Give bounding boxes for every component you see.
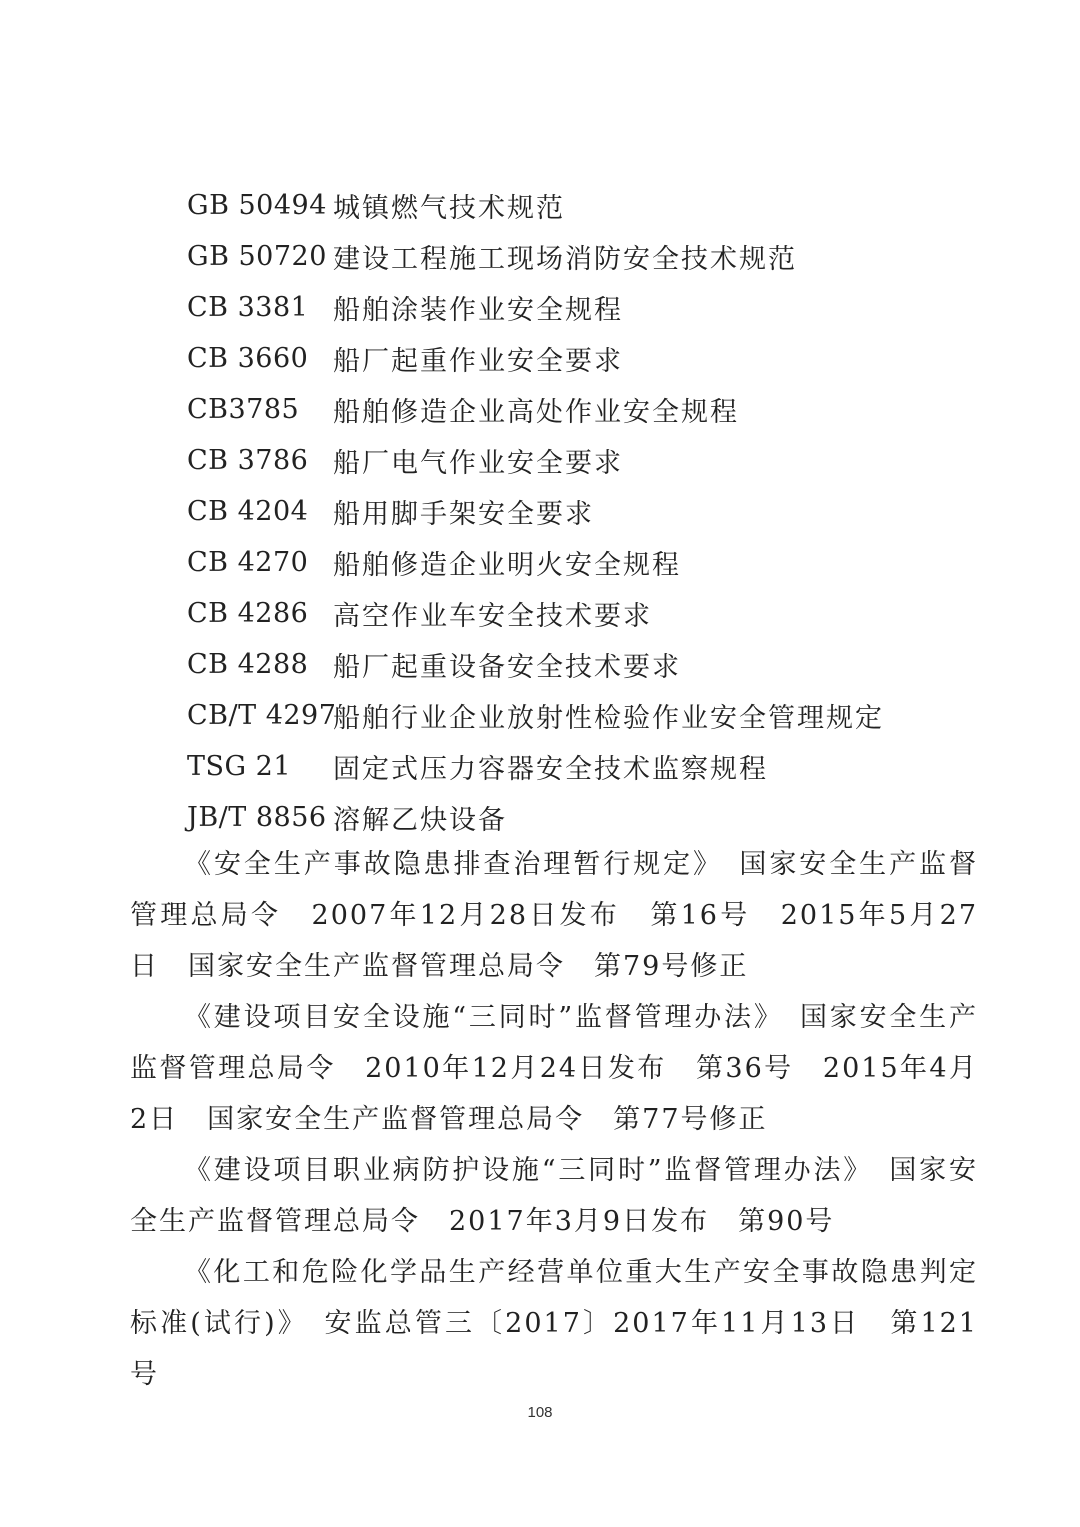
standard-code: CB 4288 [187,649,309,680]
standard-title: 船舶修造企业明火安全规程 [333,550,681,581]
standard-code: JB/T 8856 [187,802,327,833]
standard-title: 船厂起重设备安全技术要求 [333,652,681,683]
regulation-paragraph: 《安全生产事故隐患排查治理暂行规定》 国家安全生产监督管理总局令 2007年12月28日发布 第16号 2015年5月27日 国家安全生产监督管理总局令 第79号修正 [130,849,978,982]
standard-code: CB 3786 [187,445,309,476]
standard-title: 船舶行业企业放射性检验作业安全管理规定 [333,703,884,734]
standard-code: CB3785 [187,394,300,425]
regulation-paragraph: 《建设项目职业病防护设施“三同时”监督管理办法》 国家安全生产监督管理总局令 2017年3月9日发布 第90号 [130,1155,978,1237]
standard-code: TSG 21 [187,751,292,782]
standard-item [187,486,987,537]
standard-item [187,282,987,333]
standard-title: 溶解乙炔设备 [333,805,507,836]
standard-item [187,231,987,282]
standard-item [187,792,987,843]
standard-item [187,741,987,792]
standard-item [187,333,987,384]
standard-title: 固定式压力容器安全技术监察规程 [333,754,768,785]
standard-code: CB 4270 [187,547,309,578]
standard-item [187,588,987,639]
standard-item [187,384,987,435]
standard-title: 城镇燃气技术规范 [333,193,565,224]
standard-title: 船厂起重作业安全要求 [333,346,623,377]
standard-title: 船舶涂装作业安全规程 [333,295,623,326]
standard-code: GB 50720 [187,241,327,272]
standard-code: CB 4204 [187,496,309,527]
regulation-paragraph: 《化工和危险化学品生产经营单位重大生产安全事故隐患判定标准(试行)》 安监总管三〔2017〕2017年11月13日 第121号 [130,1257,978,1390]
standard-code: CB 3381 [187,292,309,323]
standard-item [187,180,987,231]
regulations-list [130,839,978,1400]
standard-title: 高空作业车安全技术要求 [333,601,652,632]
standards-list [187,180,987,843]
standard-item [187,690,987,741]
standard-code: CB 3660 [187,343,309,374]
standard-item [187,537,987,588]
standard-code: GB 50494 [187,190,327,221]
standard-title: 建设工程施工现场消防安全技术规范 [333,244,797,275]
standard-item [187,435,987,486]
page-number: 108 [527,1404,553,1421]
standard-title: 船舶修造企业高处作业安全规程 [333,397,739,428]
standard-title: 船厂电气作业安全要求 [333,448,623,479]
standard-item [187,639,987,690]
regulation-paragraph: 《建设项目安全设施“三同时”监督管理办法》 国家安全生产监督管理总局令 2010年12月24日发布 第36号 2015年4月2日 国家安全生产监督管理总局令 第77号修正 [130,1002,978,1135]
standard-code: CB 4286 [187,598,309,629]
standard-code: CB/T 4297 [187,700,337,731]
standard-title: 船用脚手架安全要求 [333,499,594,530]
